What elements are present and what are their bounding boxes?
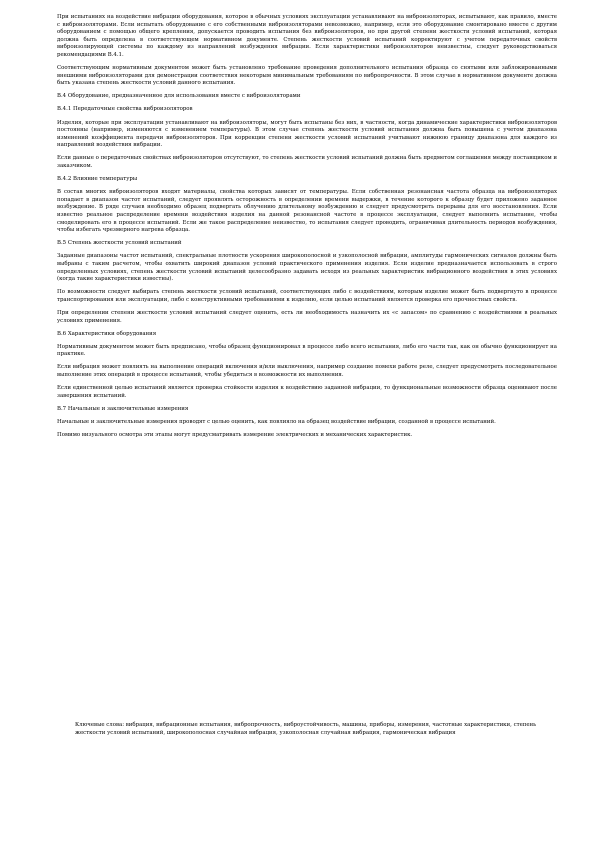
- section-heading: В.6 Характеристики оборудования: [57, 330, 157, 337]
- document-body: [57, 14, 557, 445]
- paragraph: Нормативным документом может быть предписано, чтобы образец функционировал в процессе либо всего испытания, либо его части так, как он обычно функционирует на практике.: [57, 343, 557, 358]
- section-heading: В.4 Оборудование, предназначенное для использования вместе с виброизоляторами: [57, 93, 301, 100]
- paragraph: Начальные и заключительные измерения проводят с целью оценить, как повлияло на образец воздействие вибрации, созданной в процессе испытаний.: [57, 418, 496, 425]
- paragraph: Если данные о передаточных свойствах виброизоляторов отсутствуют, то степень жесткости условий испытаний должна быть предметом соглашения между поставщиком и заказчиком.: [57, 155, 557, 169]
- paragraph: Если вибрация может повлиять на выполнение операций включения и/или выключения, например создание помехи работе реле, следует предусмотреть последовательное выполнение этих операций в процессе испытаний, чтобы убедиться в возможности их выполнения.: [57, 364, 557, 378]
- paragraph: При определении степени жесткости условий испытаний следует оценить, есть ли необходимость назначить их «с запасом» по сравнению с воздействиями в реальных условиях применения.: [57, 309, 557, 324]
- paragraph: При испытаниях на воздействие вибрации оборудования, которое в обычных условиях эксплуатации устанавливают на виброизоляторах, испытывают, как правило, вместе с виброизоляторами. Если испытать оборудование с его собственными виброизоляторами невозможно, например, если это оборудование смонтировано вместе с другим оборудованием с помощью общего крепления, допускается проводить испытания без виброизоляторов, но при другой степени жесткости условий испытаний, которая должна быть определена в соответствующем нормативном документе. Степень жесткости условий испытаний корректируют с учетом передаточных свойств виброизолирующей системы по каждому из направлений возбуждения вибрации. Если характеристики виброизоляторов неизвестны, следует руководствоваться рекомендациями В.4.1.: [57, 14, 557, 58]
- keywords-block: Ключевые слова: вибрация, вибрационные испытания, вибропрочность, виброустойчивость, машины, приборы, измерения, частотные характеристики, степень жесткости условий испытаний, широкополосная случайная вибрация, узкополосная случайная вибрация, гармоническая вибрация: [75, 722, 537, 736]
- subsection-heading: В.4.1 Передаточные свойства виброизоляторов: [57, 106, 193, 113]
- subsection-heading: В.4.2 Влияние температуры: [57, 176, 138, 183]
- paragraph: Помимо визуального осмотра эти этапы могут предусматривать измерение электрических и механических характеристик.: [57, 431, 413, 438]
- paragraph: Соответствующим нормативным документом может быть установлено требование проведения дополнительного испытания образца со снятыми или заблокированными внешними виброизоляторами для демонстрации соответствия некоторым минимальным требованиям по вибропрочности. В этом случае в нормативном документе должна быть указана степень жесткости условий данного испытания.: [57, 65, 557, 87]
- section-heading: В.7 Начальные и заключительные измерения: [57, 405, 189, 412]
- paragraph: Если единственной целью испытаний является проверка стойкости изделия к воздействию заданной вибрации, то функциональные возможности образца оценивают после завершения испытаний.: [57, 385, 557, 399]
- paragraph: В состав многих виброизоляторов входят материалы, свойства которых зависят от температуры. Если собственная резонансная частота образца на виброизоляторах попадает в диапазон частот испытаний, следует проявлять осторожность в определении времени выдержки, в течение которого к образцу будет приложено заданное возбуждение. В ряде случаев необходимо образец подвергать облучению длительному возбуждению и следует предусмотреть перерывы для его восстановления. Если известно реальное распределение времени воздействия изделия на данной резонансной частоте в процессе эксплуатации, следует выполнить испытание, чтобы смоделировать его в процессе испытаний. Если же такое распределение неизвестно, то испытания следует проводить, ограничивая длительность периодов возбуждения, чтобы избегать чрезмерного нагрева образца.: [57, 189, 557, 234]
- paragraph: Заданные диапазоны частот испытаний, спектральные плотности ускорения широкополосной и узкополосной вибрации, амплитуды гармонических сигналов должны быть выбраны с таким расчетом, чтобы охватить широкий диапазон условий практического применения изделия. Если изделие предназначается использовать в строго определенных условиях, степень жесткости условий испытаний целесообразно задавать исходя из реальных характеристик вибрационного воздействия в этих условиях (когда такие характеристики известны).: [57, 253, 557, 283]
- paragraph: Изделия, которые при эксплуатации устанавливают на виброизоляторы, могут быть испытаны без них, в частности, когда динамические характеристики виброизоляторов постоянны (например, изменяются с изменением температуры). В этом случае степень жесткости условий испытания должна быть повышена с учетом диапазона изменений коэффициента передачи виброизоляторов. При коррекции степени жесткости условий испытаний учитывают нижнюю границу диапазона для каждого из направлений воздействия вибрации.: [57, 119, 557, 149]
- paragraph: По возможности следует выбирать степень жесткости условий испытаний, соответствующих либо с воздействиям, которым изделие может быть подвергнуто в процессе транспортирования или эксплуатации, либо с конструктивными требованиями к изделию, если целью испытаний является проверка его прочностных свойств.: [57, 289, 557, 303]
- section-heading: В.5 Степень жесткости условий испытаний: [57, 240, 182, 247]
